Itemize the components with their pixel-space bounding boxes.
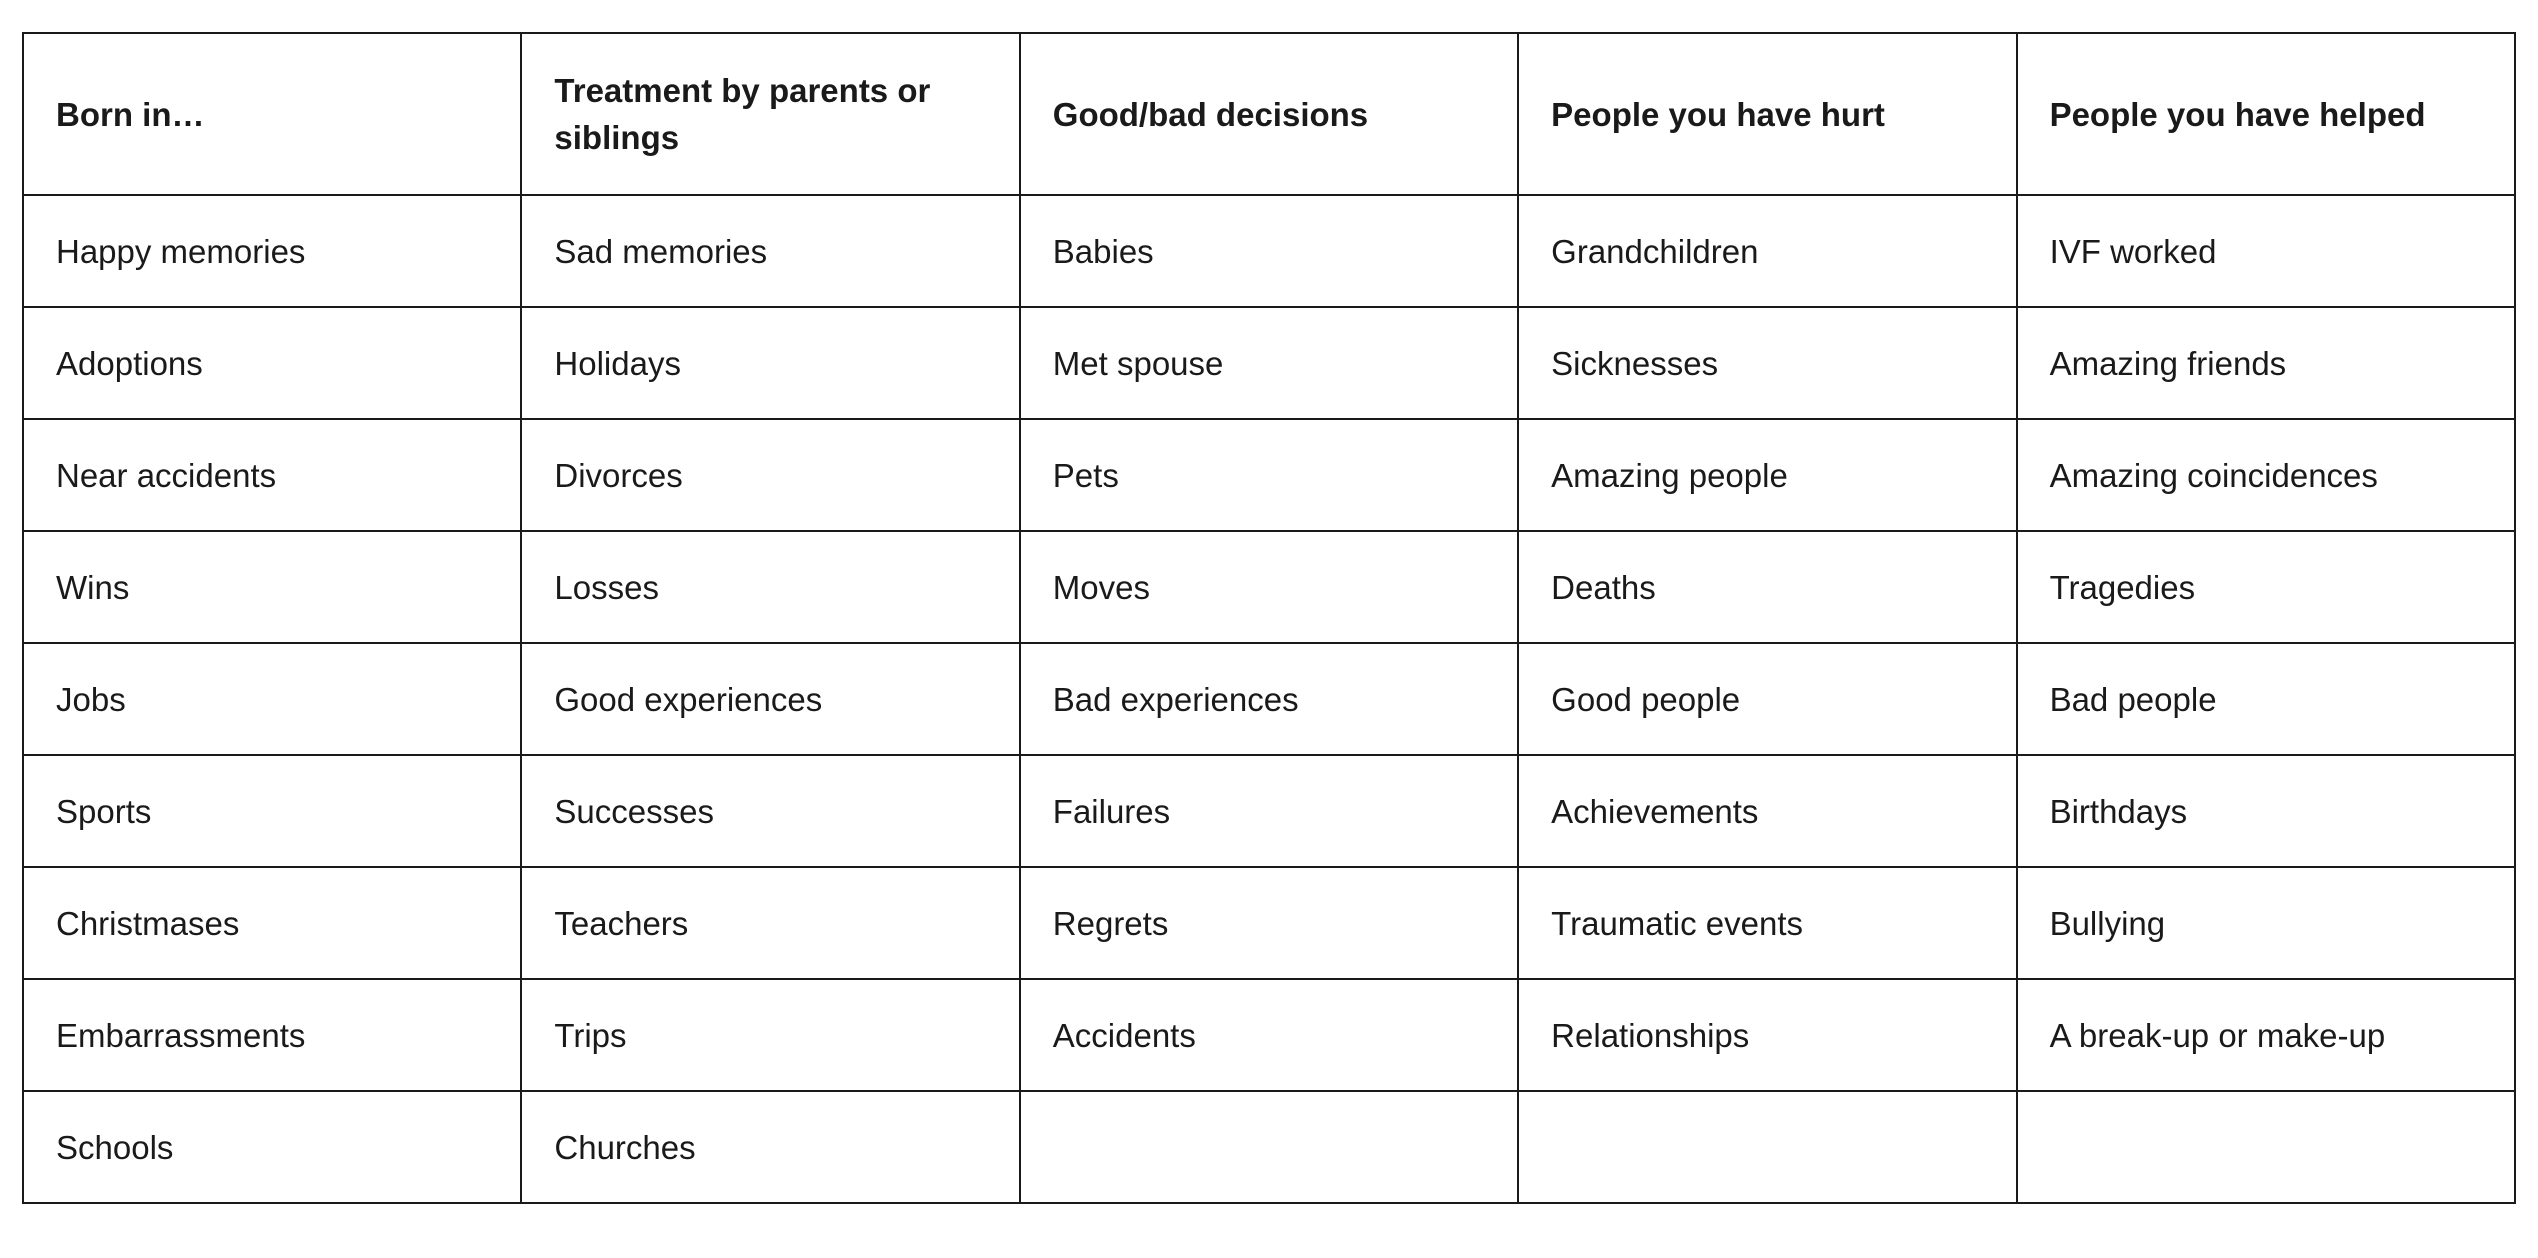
- table-cell: Amazing people: [1518, 419, 2016, 531]
- table-row: [23, 531, 2515, 643]
- table-cell: Relationships: [1518, 979, 2016, 1091]
- table-cell: Tragedies: [2017, 531, 2515, 643]
- table-cell: Good experiences: [521, 643, 1019, 755]
- topics-table: [22, 32, 2516, 1204]
- header-cell: Born in…: [23, 33, 521, 195]
- table-cell: Successes: [521, 755, 1019, 867]
- table-cell: A break-up or make-up: [2017, 979, 2515, 1091]
- table-cell: Pets: [1020, 419, 1518, 531]
- topics-table-container: [22, 32, 2516, 1204]
- table-cell: Teachers: [521, 867, 1019, 979]
- header-cell: People you have hurt: [1518, 33, 2016, 195]
- table-row: [23, 643, 2515, 755]
- table-cell: IVF worked: [2017, 195, 2515, 307]
- header-cell: Treatment by parents or siblings: [521, 33, 1019, 195]
- table-cell: Deaths: [1518, 531, 2016, 643]
- table-cell: Sports: [23, 755, 521, 867]
- table-cell: Amazing coincidences: [2017, 419, 2515, 531]
- table-cell: Wins: [23, 531, 521, 643]
- table-header: [23, 33, 2515, 195]
- table-cell: Schools: [23, 1091, 521, 1203]
- table-cell: Bad people: [2017, 643, 2515, 755]
- table-cell: Holidays: [521, 307, 1019, 419]
- table-cell: Met spouse: [1020, 307, 1518, 419]
- header-row: [23, 33, 2515, 195]
- table-cell: Adoptions: [23, 307, 521, 419]
- table-cell: Failures: [1020, 755, 1518, 867]
- table-cell: Sicknesses: [1518, 307, 2016, 419]
- table-cell: Jobs: [23, 643, 521, 755]
- table-row: [23, 1091, 2515, 1203]
- header-cell: Good/bad decisions: [1020, 33, 1518, 195]
- table-cell: Moves: [1020, 531, 1518, 643]
- table-cell: Near accidents: [23, 419, 521, 531]
- table-cell: Achievements: [1518, 755, 2016, 867]
- table-cell: Grandchildren: [1518, 195, 2016, 307]
- table-cell: Losses: [521, 531, 1019, 643]
- table-cell: Bad experiences: [1020, 643, 1518, 755]
- table-cell: Babies: [1020, 195, 1518, 307]
- table-cell: Good people: [1518, 643, 2016, 755]
- table-cell: Christmases: [23, 867, 521, 979]
- table-row: [23, 419, 2515, 531]
- table-cell: Regrets: [1020, 867, 1518, 979]
- table-cell: [1020, 1091, 1518, 1203]
- table-cell: Accidents: [1020, 979, 1518, 1091]
- table-cell: [1518, 1091, 2016, 1203]
- table-cell: Birthdays: [2017, 755, 2515, 867]
- table-body: [23, 195, 2515, 1203]
- table-row: [23, 867, 2515, 979]
- table-row: [23, 755, 2515, 867]
- table-cell: Divorces: [521, 419, 1019, 531]
- table-cell: Happy memories: [23, 195, 521, 307]
- table-row: [23, 307, 2515, 419]
- header-cell: People you have helped: [2017, 33, 2515, 195]
- table-cell: Embarrassments: [23, 979, 521, 1091]
- table-cell: [2017, 1091, 2515, 1203]
- table-cell: Sad memories: [521, 195, 1019, 307]
- table-cell: Trips: [521, 979, 1019, 1091]
- table-cell: Amazing friends: [2017, 307, 2515, 419]
- table-cell: Bullying: [2017, 867, 2515, 979]
- table-cell: Churches: [521, 1091, 1019, 1203]
- table-cell: Traumatic events: [1518, 867, 2016, 979]
- table-row: [23, 195, 2515, 307]
- table-row: [23, 979, 2515, 1091]
